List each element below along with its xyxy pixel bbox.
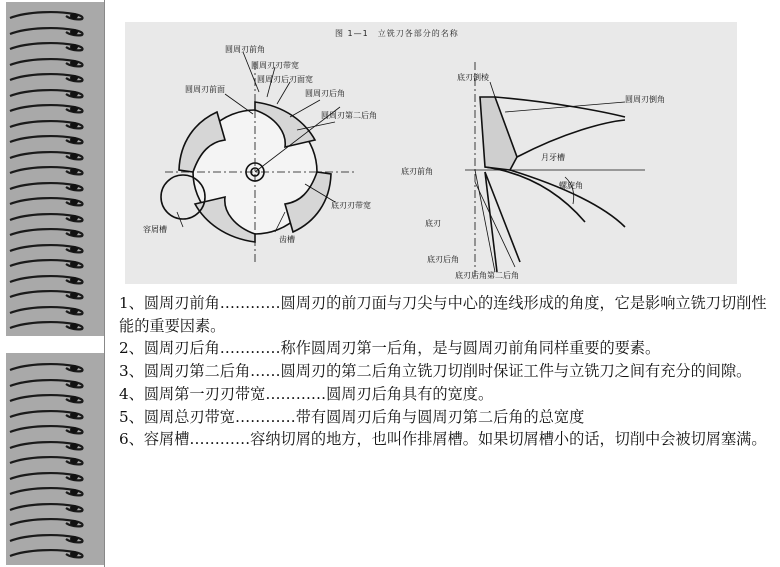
spiral-ring: [8, 486, 86, 497]
label-back-land-width: 圆周刃后刃面宽: [257, 75, 313, 84]
spiral-ring: [8, 471, 86, 482]
definition-item-5: 5、圆周总刃带宽…………带有圆周刃后角与圆周刃第二后角的总宽度: [119, 407, 585, 426]
end-mill-drawing: [125, 22, 737, 284]
spiral-ring: [8, 424, 86, 435]
spiral-ring: [8, 393, 86, 404]
spiral-ring: [8, 150, 86, 161]
spiral-ring: [8, 274, 86, 285]
label-peripheral-land: 底刃刃带宽: [331, 201, 371, 210]
spiral-ring: [8, 134, 86, 145]
notebook-page: [104, 0, 780, 567]
label-chip-pocket: 容屑槽: [143, 225, 167, 234]
spiral-ring: [8, 212, 86, 223]
spiral-ring: [8, 72, 86, 83]
spiral-ring: [8, 502, 86, 513]
spiral-ring: [8, 258, 86, 269]
spiral-ring: [8, 41, 86, 52]
spiral-ring: [8, 26, 86, 37]
spiral-ring: [8, 103, 86, 114]
spiral-ring: [8, 378, 86, 389]
spiral-ring: [8, 517, 86, 528]
spiral-ring: [8, 88, 86, 99]
label-land-width: 圆周刃刃带宽: [251, 61, 299, 70]
spiral-ring: [8, 181, 86, 192]
spiral-ring: [8, 57, 86, 68]
definition-item-1: 1、圆周刃前角…………圆周刃的前刀面与刀尖与中心的连线形成的角度，它是影响立铣刀切削性能的重要因素。: [119, 294, 767, 335]
label-flute: 齿槽: [279, 235, 295, 244]
label-front-face: 圆周刃前面: [185, 85, 225, 94]
label-end-edge: 底刃: [425, 219, 441, 228]
definition-item-2: 2、圆周刃后角…………称作圆周刃第一后角，是与圆周刃前角同样重要的要素。: [119, 339, 661, 358]
label-crescent: 月牙槽: [541, 153, 565, 162]
definition-item-4: 4、圆周第一刃刃带宽…………圆周刃后角具有的宽度。: [119, 384, 494, 403]
label-helix-angle: 螺旋角: [559, 181, 583, 190]
label-second-back-angle: 圆周刃第二后角: [321, 111, 377, 120]
end-mill-diagram: [125, 22, 737, 284]
label-end-second-back-angle: 底刃后角第二后角: [455, 271, 519, 280]
spiral-ring: [8, 227, 86, 238]
spiral-ring: [8, 119, 86, 130]
label-end-front-angle: 底刃前角: [401, 167, 433, 176]
spiral-ring: [8, 10, 86, 21]
spiral-ring: [8, 548, 86, 559]
spiral-ring: [8, 533, 86, 544]
label-end-back-angle: 底刃后角: [427, 255, 459, 264]
definition-item-6: 6、容屑槽…………容纳切屑的地方，也叫作排屑槽。如果切屑槽小的话，切削中会被切屑塞满。: [119, 430, 767, 449]
label-back-angle: 圆周刃后角: [305, 89, 345, 98]
label-front-angle: 圆周刃前角: [225, 45, 265, 54]
spiral-ring: [8, 196, 86, 207]
spiral-ring: [8, 440, 86, 451]
label-end-chamfer: 底刃倒棱: [457, 73, 489, 82]
definition-item-3: 3、圆周刃第二后角……圆周刃的第二后角立铣刀切削时保证工件与立铣刀之间有充分的间隙。: [119, 362, 752, 381]
spiral-ring: [8, 305, 86, 316]
spiral-ring: [8, 409, 86, 420]
spiral-ring: [8, 362, 86, 373]
spiral-ring: [8, 455, 86, 466]
spiral-ring: [8, 243, 86, 254]
figure-title: 图 1—1 立铣刀各部分的名称: [335, 29, 459, 38]
definitions-list: [119, 292, 769, 451]
spiral-ring: [8, 165, 86, 176]
spiral-ring: [8, 320, 86, 331]
spiral-ring: [8, 289, 86, 300]
label-relief-angle: 圆周刃倒角: [625, 95, 665, 104]
notebook-spine: [0, 0, 105, 567]
